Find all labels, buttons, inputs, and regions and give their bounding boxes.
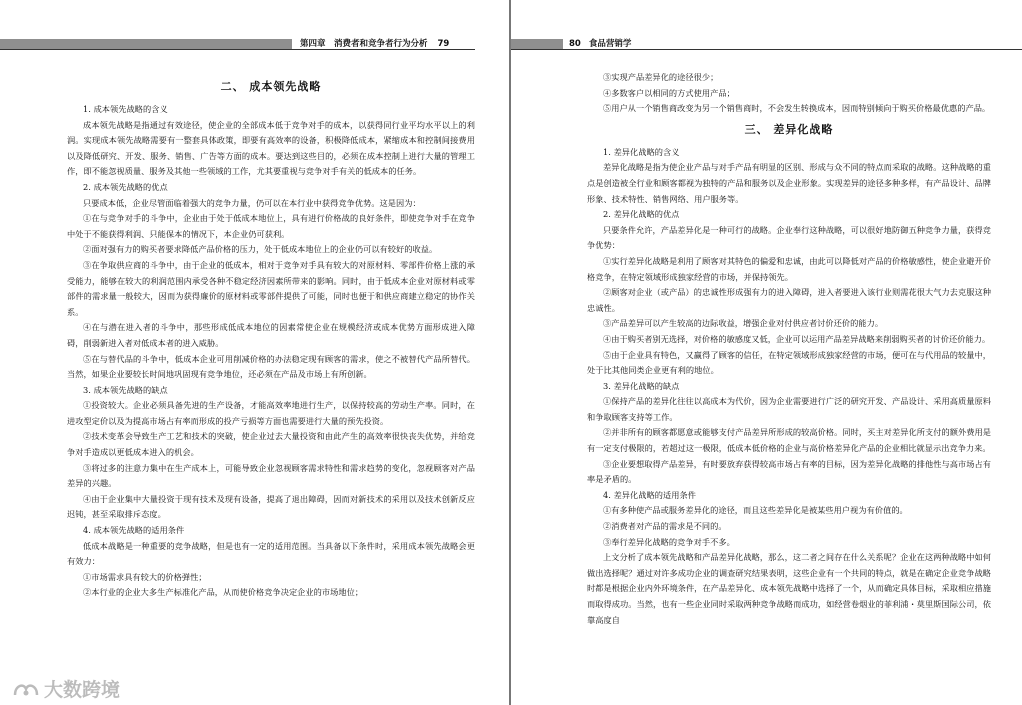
paragraph: 1. 差异化战略的含义 [603,146,680,157]
watermark-logo-icon [12,679,40,699]
paragraph: ①市场需求具有较大的价格弹性； [83,571,207,582]
paragraph: ①实行差异化战略是利用了顾客对其特色的偏爱和忠诚，由此可以降低对产品的价格敏感性，使企业避开价格竞争，在特定领域形成独家经营的市场，并保持领先。 [587,255,991,282]
paragraph: ③实现产品差异化的途径很少； [603,72,719,82]
paragraph: 4. 成本领先战略的适用条件 [83,525,185,536]
paragraph: 上文分析了成本领先战略和产品差异化战略，那么，这二者之间存在什么关系呢？企业在这两种战略中如何做出选择呢？通过对许多成功企业的调查研究结果表明，这些企业有一个共同的特点，就是在确定企业竞争战略时都是根据企业内外环境条件，在产品差异化、成本领先战略中选择了一个，从而确定具体目标，采取相应措施而取得成功。当然，也有一些企业同时采取两种竞争战略而成功，如经营卷烟业的菲利浦・莫里斯国际公司，依靠高度自 [587,552,991,625]
paragraph: ①投资较大。企业必须具备先进的生产设备，才能高效率地进行生产，以保持较高的劳动生产率。同时，在进攻型定价以及为提高市场占有率而形成的投产亏损等方面也需要进行大量的预先投资。 [67,400,475,426]
paragraph: ②技术变革会导致生产工艺和技术的突破，使企业过去大量投资和由此产生的高效率很快丧失优势，并给竞争对手造成以更低成本进入的机会。 [67,431,475,458]
header-rule [0,49,475,50]
running-header [569,37,631,49]
paragraph: ④在与潜在进入者的斗争中，那些形成低成本地位的因素常使企业在规模经济或成本优势方面形成进入障碍，削弱新进入者对低成本者的进入威胁。 [67,322,475,348]
section-title: 三、 差异化战略 [744,122,834,136]
right-body-text [587,70,991,628]
paragraph: ③产品差异可以产生较高的边际收益，增强企业对付供应者讨价还价的能力。 [603,318,884,329]
paragraph: ⑤由于企业具有特色，又赢得了顾客的信任，在特定领域形成独家经营的市场，便可在与代用品的较量中，处于比其他同类企业更有利的地位。 [587,349,991,376]
paragraph: 2. 成本领先战略的优点 [83,181,168,192]
paragraph: ①有多种使产品或服务差异化的途径，而且这些差异化是被某些用户视为有价值的。 [603,505,908,516]
paragraph: 只要条件允许，产品差异化是一种可行的战略。企业奉行这种战略，可以很好地防御五种竞争力量，获得竞争优势： [587,224,991,251]
left-body-text [67,74,475,601]
right-page [511,0,1022,705]
watermark-text: 大数跨境 [44,679,121,701]
paragraph: 低成本战略是一种重要的竞争战略，但是也有一定的适用范围。当具备以下条件时，采用成本领先战略会更有效力： [67,540,475,567]
paragraph: 3. 成本领先战略的缺点 [83,384,168,395]
paragraph: ③将过多的注意力集中在生产成本上，可能导致企业忽视顾客需求特性和需求趋势的变化，忽视顾客对产品差异的兴趣。 [67,462,475,489]
paragraph: ③奉行差异化战略的竞争对手不多。 [603,536,735,547]
paragraph: 3. 差异化战略的缺点 [603,380,680,391]
paragraph: 差异化战略是指为使企业产品与对手产品有明显的区别、形成与众不同的特点而采取的战略。这种战略的重点是创造被全行业和顾客都视为独特的产品和服务以及企业形象。实现差异的途径多种多样，有产品设计、品牌形象、技术特性、销售网络、用户服务等。 [587,162,991,204]
paragraph: 成本领先战略是指通过有效途径，使企业的全部成本低于竞争对手的成本，以获得同行业平均水平以上的利润。实现成本领先战略需要有一整套具体政策，即要有高效率的设备，积极降低成本，紧缩成本和控制间接费用以及降低研究、开发、服务、销售、广告等方面的成本。要达到这些目的，必须在成本控制上进行大量的管理工作，即不能忽视质量、服务及其他一些领域的工作，尤其要重视与竞争对手有关的低成本的任务。 [67,119,475,177]
paragraph: ⑤在与替代品的斗争中，低成本企业可用削减价格的办法稳定现有顾客的需求，使之不被替代产品所替代。当然，如果企业要较长时间地巩固现有竞争地位，还必须在产品及市场上有所创新。 [67,353,475,380]
watermark [12,675,120,702]
paragraph: ②本行业的企业大多生产标准化产品，从而使价格竞争决定企业的市场地位； [83,587,364,598]
paragraph: ④由于购买者别无选择，对价格的敏感度又低，企业可以运用产品差异战略来削弱购买者的讨价还价能力。 [603,333,991,344]
running-header [300,37,449,49]
paragraph: ⑤用户从一个销售商改变为另一个销售商时，不会发生转换成本，因而特别倾向于购买价格最优惠的产品。 [603,103,991,114]
left-page [0,0,509,705]
paragraph: 4. 差异化战略的适用条件 [603,489,696,500]
paragraph: 2. 差异化战略的优点 [603,209,680,220]
paragraph: 1. 成本领先战略的含义 [83,104,168,114]
header-rule [511,49,1022,50]
paragraph: ③企业要想取得产品差异，有时要放弃获得较高市场占有率的目标，因为差异化战略的排他性与高市场占有率是矛盾的。 [587,458,991,485]
paragraph: ④多数客户以相同的方式使用产品； [603,87,735,98]
paragraph: ③在争取供应商的斗争中，由于企业的低成本，相对于竞争对手具有较大的对原材料、零部件价格上涨的承受能力，能够在较大的利润范围内承受各种不稳定经济因素所带来的影响。同时，由于低成本企业对原材料或零部件的需求量一般较大，因而为获得廉价的原材料或零部件提供了可能，同时也便于和供应商建立稳定的协作关系。 [67,259,475,317]
paragraph: ④由于企业集中大量投资于现有技术及现有设备，提高了退出障碍，因而对新技术的采用以及技术创新反应迟钝，甚至采取排斥态度。 [67,493,475,520]
header-bar [511,39,563,49]
paragraph: ②并非所有的顾客都愿意或能够支付产品差异所形成的较高价格。同时，买主对差异化所支付的额外费用是有一定支付极限的，若超过这一极限，低成本低价格的企业与高价格差异化产品的企业相比就显示出竞争力来。 [587,427,991,454]
book-title: 食品营销学 [588,39,632,49]
paragraph: ②顾客对企业（或产品）的忠诚性形成强有力的进入障碍，进入者要进入该行业则需花很大气力去克服这种忠诚性。 [587,287,991,313]
paragraph: ②面对强有力的购买者要求降低产品价格的压力，处于低成本地位上的企业仍可以有较好的收益。 [83,244,438,255]
header-bar [0,39,292,49]
paragraph: ①保持产品的差异化往往以高成本为代价，因为企业需要进行广泛的研究开发、产品设计、采用高质量原料和争取顾客支持等工作。 [587,396,991,422]
paragraph: ①在与竞争对手的斗争中，企业由于处于低成本地位上，具有进行价格战的良好条件，即使竞争对手在竞争中处于不能获得利润、只能保本的情况下，本企业仍可获利。 [67,213,475,239]
paragraph: 只要成本低，企业尽管面临着强大的竞争力量，仍可以在本行业中获得竞争优势。这是因为： [83,197,421,208]
section-title: 二、 成本领先战略 [220,80,322,93]
paragraph: ②消费者对产品的需求是不同的。 [603,521,727,532]
page-number: 80 [569,39,581,49]
chapter-title: 第四章 消费者和竞争者行为分析 [300,39,428,49]
page-number: 79 [437,39,450,49]
